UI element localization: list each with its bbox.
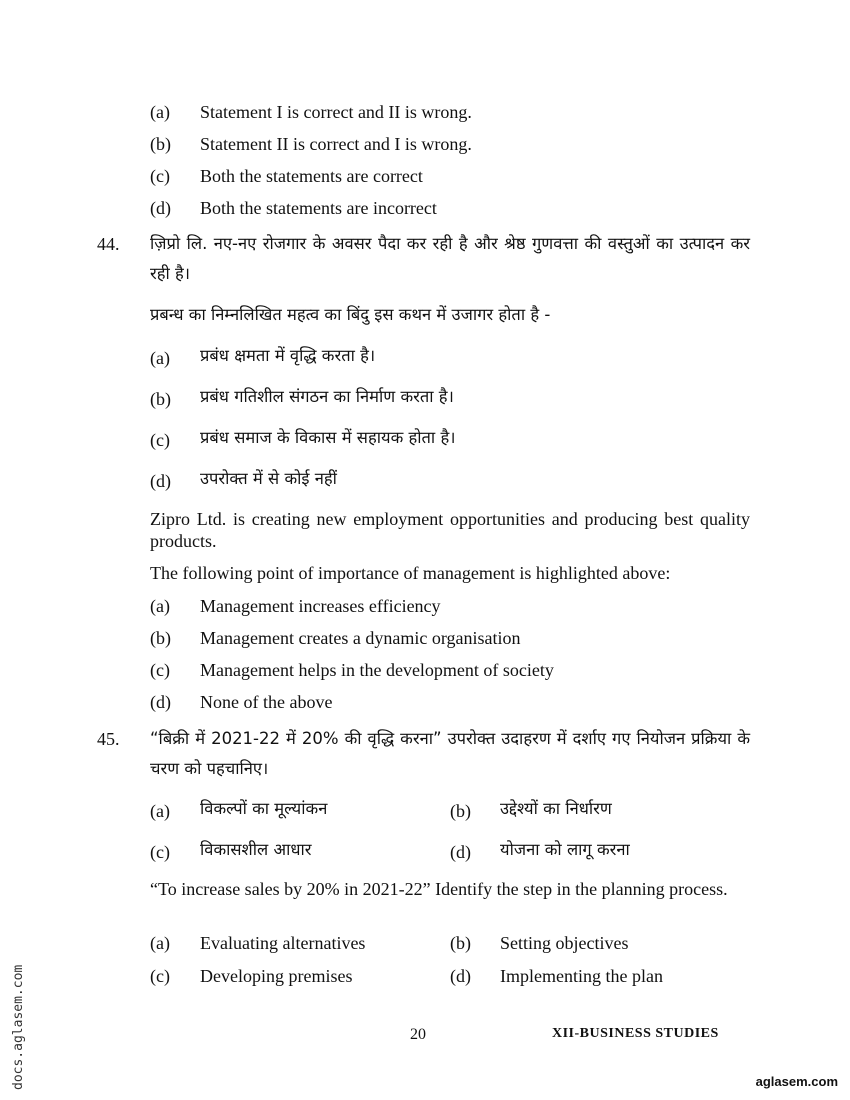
question-number: 45. <box>97 729 120 749</box>
option-text: Statement I is correct and II is wrong. <box>200 102 472 122</box>
option-text: उपरोक्त में से कोई नहीं <box>200 469 337 488</box>
option-text: प्रबंध क्षमता में वृद्धि करता है। <box>200 346 376 365</box>
option-text: विकल्पों का मूल्यांकन <box>200 799 328 818</box>
option-label: (d) <box>450 842 471 862</box>
option-text: Setting objectives <box>500 933 629 953</box>
hindi-question: प्रबन्ध का निम्नलिखित महत्व का बिंदु इस कथन में उजागर होता है - <box>150 305 551 324</box>
option-text: Developing premises <box>200 966 353 986</box>
side-watermark <box>10 930 34 1090</box>
option-label: (a) <box>150 102 170 122</box>
option-text: विकासशील आधार <box>200 840 312 859</box>
option-label: (d) <box>150 692 171 712</box>
option-text: Implementing the plan <box>500 966 663 986</box>
option-text: Management creates a dynamic organisation <box>200 628 521 648</box>
option-label: (a) <box>150 801 170 821</box>
option-label: (d) <box>150 471 171 491</box>
option-label: (b) <box>450 801 471 821</box>
option-text: Management increases efficiency <box>200 596 441 616</box>
option-label: (c) <box>150 660 170 680</box>
option-text: प्रबंध गतिशील संगठन का निर्माण करता है। <box>200 387 454 406</box>
option-text: प्रबंध समाज के विकास में सहायक होता है। <box>200 428 456 447</box>
option-text: उद्देश्यों का निर्धारण <box>500 799 612 818</box>
option-label: (a) <box>150 596 170 616</box>
option-text: None of the above <box>200 692 333 712</box>
option-label: (a) <box>150 348 170 368</box>
option-text: योजना को लागू करना <box>500 840 630 859</box>
hindi-stem: “बिक्री में 2021-22 में 20% की वृद्धि करना” उपरोक्त उदाहरण में दर्शाए गए नियोजन प्रक्रिया के चरण को पहचानिए। <box>150 729 750 778</box>
option-label: (b) <box>150 389 171 409</box>
page-number: 20 <box>410 1026 426 1043</box>
option-label: (b) <box>450 933 471 953</box>
question-number: 44. <box>97 234 120 254</box>
option-label: (c) <box>150 842 170 862</box>
english-stem: Zipro Ltd. is creating new employment opportunities and producing best quality products. <box>150 509 750 551</box>
option-label: (d) <box>150 198 171 218</box>
option-label: (c) <box>150 166 170 186</box>
brand-watermark: aglasem.com <box>755 1074 838 1089</box>
option-label: (c) <box>150 430 170 450</box>
option-text: Evaluating alternatives <box>200 933 366 953</box>
english-stem: “To increase sales by 20% in 2021-22” Identify the step in the planning process. <box>150 879 728 899</box>
option-label: (c) <box>150 966 170 986</box>
english-question: The following point of importance of management is highlighted above: <box>150 563 671 583</box>
subject-title: XII-BUSINESS STUDIES <box>552 1026 719 1041</box>
hindi-stem: ज़िप्रो लि. नए-नए रोजगार के अवसर पैदा कर रही है और श्रेष्ठ गुणवत्ता की वस्तुओं का उत्पादन कर रही है। <box>150 234 750 283</box>
option-label: (b) <box>150 134 171 154</box>
option-label: (d) <box>450 966 471 986</box>
option-text: Both the statements are correct <box>200 166 423 186</box>
option-text: Both the statements are incorrect <box>200 198 437 218</box>
option-label: (a) <box>150 933 170 953</box>
side-watermark-text: docs.aglasem.com <box>11 964 26 1090</box>
option-text: Statement II is correct and I is wrong. <box>200 134 472 154</box>
option-label: (b) <box>150 628 171 648</box>
option-text: Management helps in the development of society <box>200 660 554 680</box>
